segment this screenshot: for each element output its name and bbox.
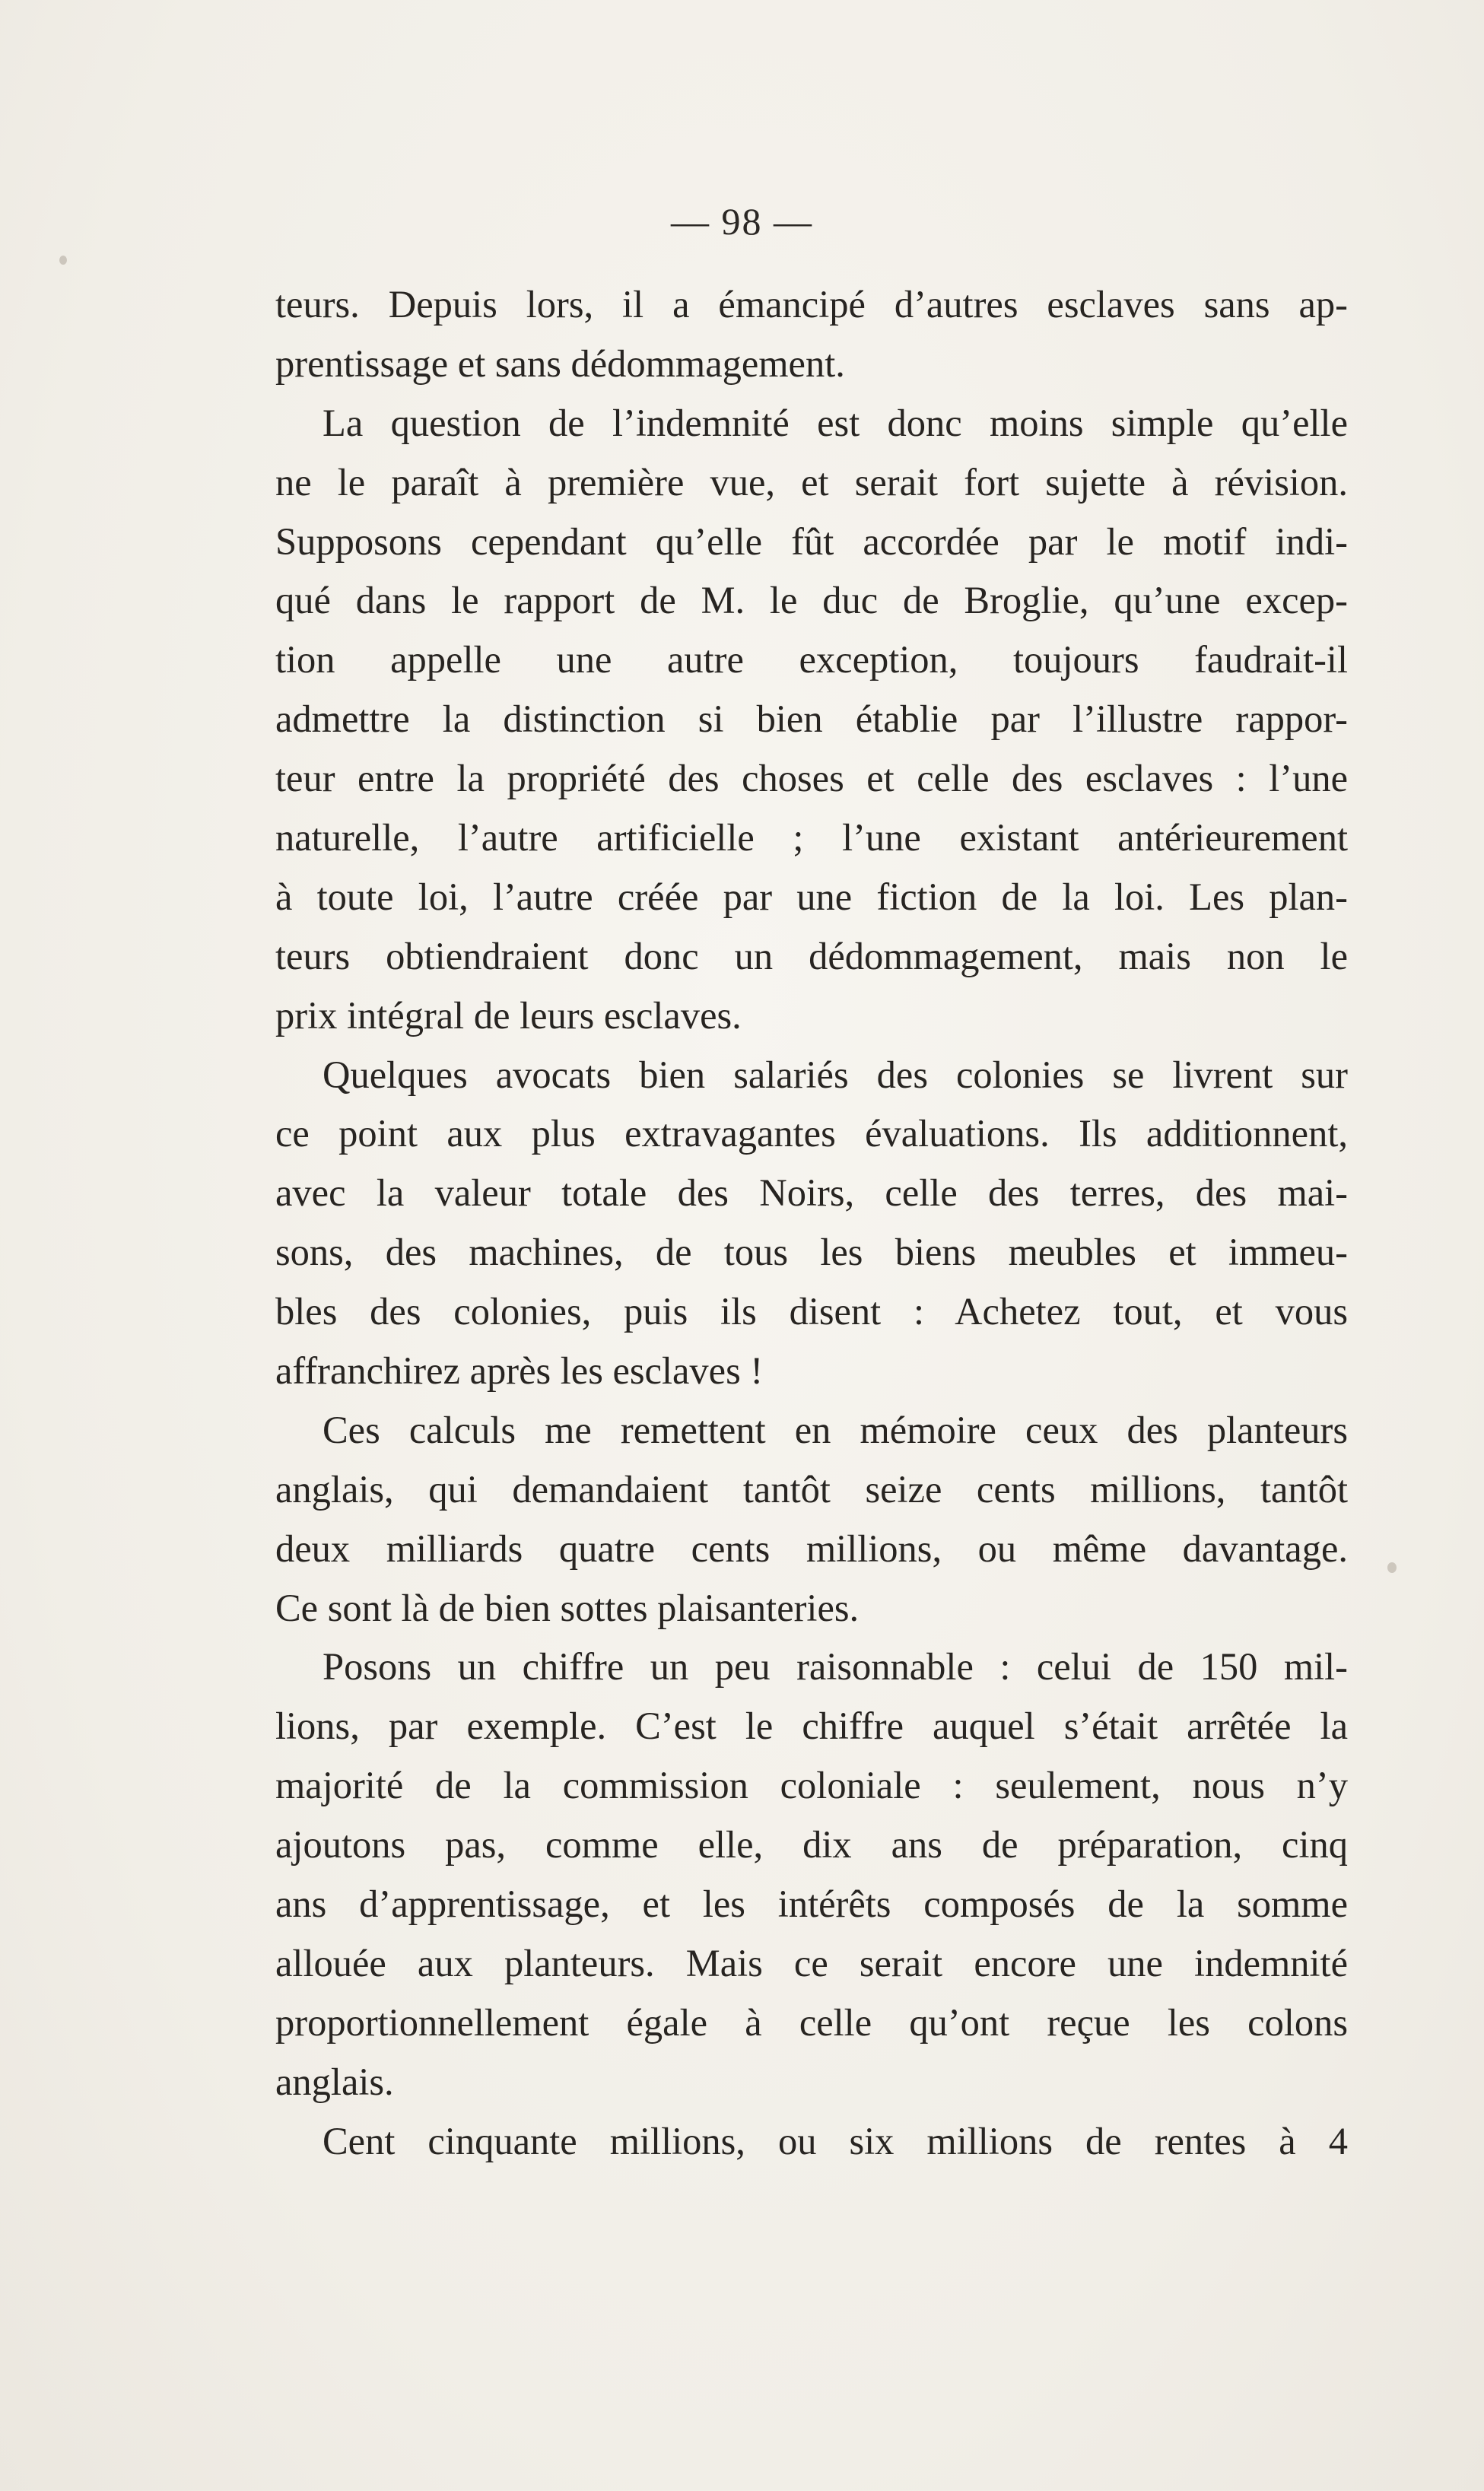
text-line: teur entre la propriété des choses et celle des esclaves : l’une [275,757,1348,800]
text-line: Cent cinquante millions, ou six millions de rentes à 4 [323,2119,1348,2162]
text-line: lions, par exemple. C’est le chiffre auquel s’était arrêtée la [275,1705,1348,1748]
paper-spot [1387,1562,1397,1573]
text-line: bles des colonies, puis ils disent : Achetez tout, et vous [275,1290,1348,1333]
text-line: Quelques avocats bien salariés des colonies se livrent sur [323,1053,1348,1096]
text-line: qué dans le rapport de M. le duc de Broglie, qu’une excep- [275,579,1348,622]
text-line: affranchirez après les esclaves ! [275,1349,764,1393]
text-line: anglais. [275,2060,394,2103]
text-line: tion appelle une autre exception, toujours faudrait-il [275,638,1348,682]
text-line: Ces calculs me remettent en mémoire ceux des planteurs [323,1408,1348,1451]
text-line: avec la valeur totale des Noirs, celle des terres, des mai- [275,1171,1348,1215]
text-line: La question de l’indemnité est donc moins simple qu’elle [323,401,1348,444]
text-line: anglais, qui demandaient tantôt seize cents millions, tantôt [275,1467,1348,1511]
text-line: deux milliards quatre cents millions, ou même davantage. [275,1527,1348,1570]
text-line: proportionnellement égale à celle qu’ont reçue les colons [275,2000,1348,2044]
text-line: ne le paraît à première vue, et serait fort sujette à révision. [275,460,1348,504]
text-line: à toute loi, l’autre créée par une fiction de la loi. Les plan- [275,875,1348,918]
text-line: Posons un chiffre un peu raisonnable : celui de 150 mil- [323,1645,1348,1689]
text-line: naturelle, l’autre artificielle ; l’une existant antérieurement [275,816,1348,859]
text-line: teurs. Depuis lors, il a émancipé d’autres esclaves sans ap- [275,283,1348,326]
text-line: prentissage et sans dédommagement. [275,342,845,385]
text-line: ce point aux plus extravagantes évaluations. Ils additionnent, [275,1112,1348,1155]
text-line: majorité de la commission coloniale : seulement, nous n’y [275,1764,1348,1807]
text-line: Ce sont là de bien sottes plaisanteries. [275,1586,860,1629]
paper-spot [59,256,67,265]
text-line: admettre la distinction si bien établie par l’illustre rappor- [275,697,1348,741]
text-line: ans d’apprentissage, et les intérêts composés de la somme [275,1883,1348,1926]
text-line: prix intégral de leurs esclaves. [275,993,742,1037]
text-line: Supposons cependant qu’elle fût accordée par le motif indi- [275,519,1348,563]
text-line: ajoutons pas, comme elle, dix ans de préparation, cinq [275,1823,1348,1867]
body-text [275,275,1348,2172]
text-line: teurs obtiendraient donc un dédommagement, mais non le [275,934,1348,977]
text-line: allouée aux planteurs. Mais ce serait encore une indemnité [275,1941,1348,1984]
text-line: sons, des machines, de tous les biens meubles et immeu- [275,1231,1348,1274]
page-number: — 98 — [671,200,813,243]
